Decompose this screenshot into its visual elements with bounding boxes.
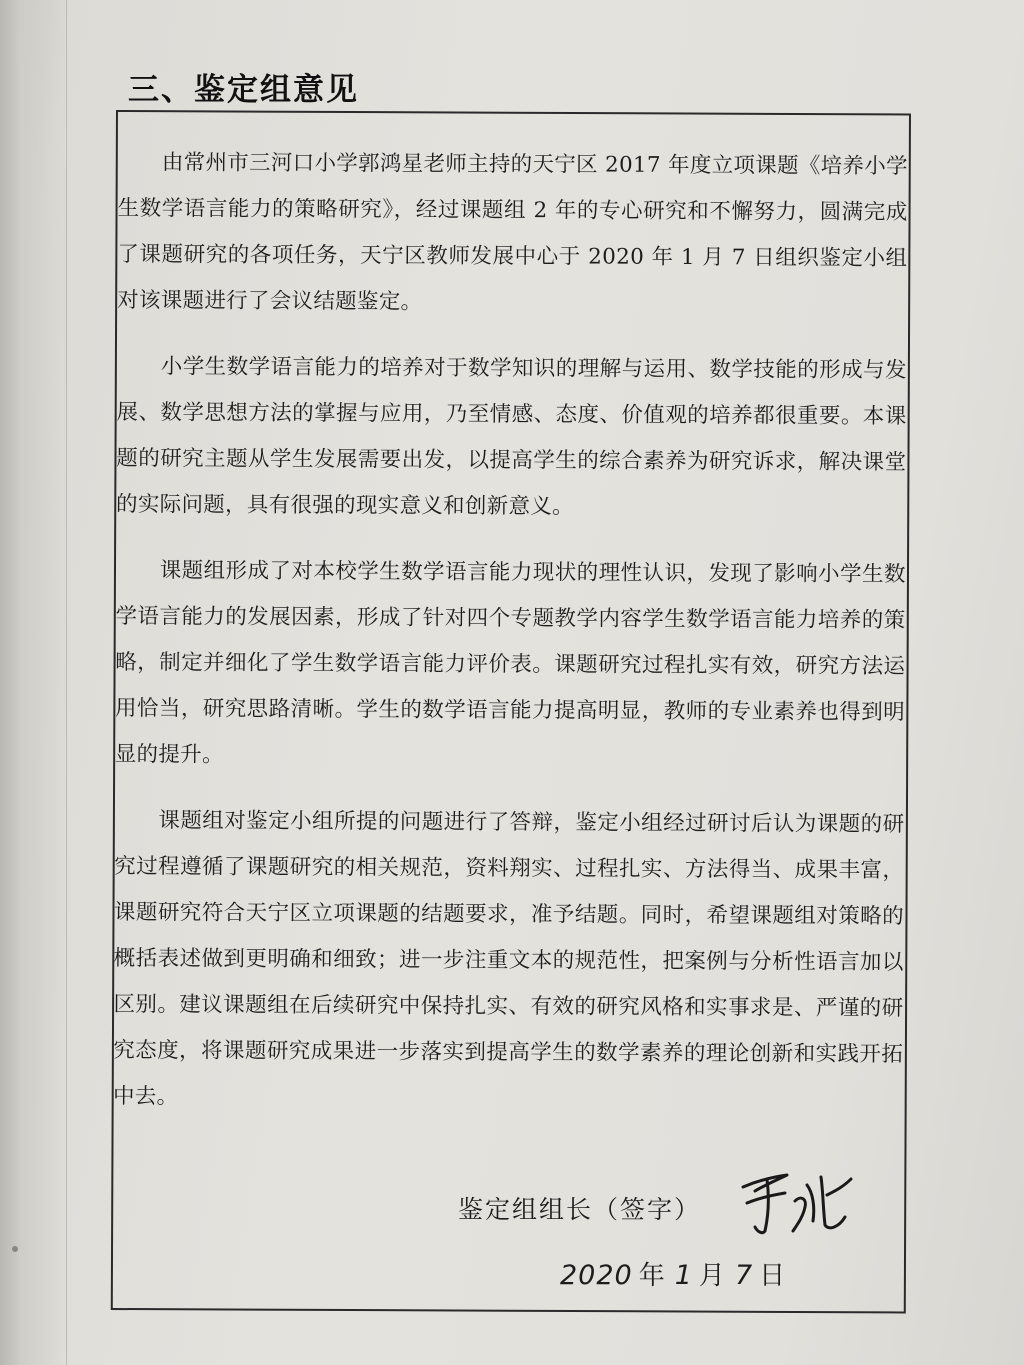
date-day-unit: 日 xyxy=(759,1261,786,1291)
paragraph-2: 小学生数学语言能力的培养对于数学知识的理解与运用、数学技能的形成与发展、数学思想方法的掌握与应用，乃至情感、态度、价值观的培养都很重要。本课题的研究主题从学生发展需要出发，以提高学生的综合素养为研究诉求，解决课堂的实际问题，具有很强的现实意义和创新意义。 xyxy=(116,354,907,520)
page-edge-shadow xyxy=(0,0,70,1365)
date-year: 2020 xyxy=(560,1260,633,1291)
page-binding-line xyxy=(66,0,67,1365)
date-month-unit: 月 xyxy=(698,1261,725,1291)
page-mark-dot xyxy=(12,1246,18,1252)
paragraph-1: 由常州市三河口小学郭鸿星老师主持的天宁区 2017 年度立项课题《培养小学生数学语言能力的策略研究》，经过课题组 2 年的专心研究和不懈努力，圆满完成了课题研究的各项任务，天宁区教师发展中心于 2020 年 1 月 7 日组织鉴定小组对该课题进行了会议结题鉴定。 xyxy=(117,150,908,315)
handwritten-signature xyxy=(735,1165,865,1240)
section-heading: 三、鉴定组意见 xyxy=(128,72,359,108)
date-day: 7 xyxy=(734,1260,754,1291)
paragraph-3: 课题组形成了对本校学生数学语言能力现状的理性认识，发现了影响小学生数学语言能力的发展因素，形成了针对四个专题教学内容学生数学语言能力培养的策略，制定并细化了学生数学语言能力评价表。课题研究过程扎实有效，研究方法运用恰当，研究思路清晰。学生的数学语言能力提高明显，教师的专业素养也得到明显的提升。 xyxy=(114,558,906,768)
paragraph-4: 课题组对鉴定小组所提的问题进行了答辩，鉴定小组经过研讨后认为课题的研究过程遵循了课题研究的相关规范，资料翔实、过程扎实、方法得当、成果丰富，课题研究符合天宁区立项课题的结题要求，准予结题。同时，希望课题组对策略的概括表述做到更明确和细致；进一步注重文本的规范性，把案例与分析性语言加以区别。建议课题组在后续研究中保持扎实、有效的研究风格和实事求是、严谨的研究态度，将课题研究成果进一步落实到提高学生的数学素养的理论创新和实践开拓中去。 xyxy=(112,808,905,1110)
date-year-unit: 年 xyxy=(638,1261,665,1291)
date-month: 1 xyxy=(674,1260,693,1291)
opinion-body xyxy=(113,140,908,1144)
signature-label: 鉴定组组长（签字） xyxy=(458,1195,702,1224)
signature-date xyxy=(560,1255,795,1292)
